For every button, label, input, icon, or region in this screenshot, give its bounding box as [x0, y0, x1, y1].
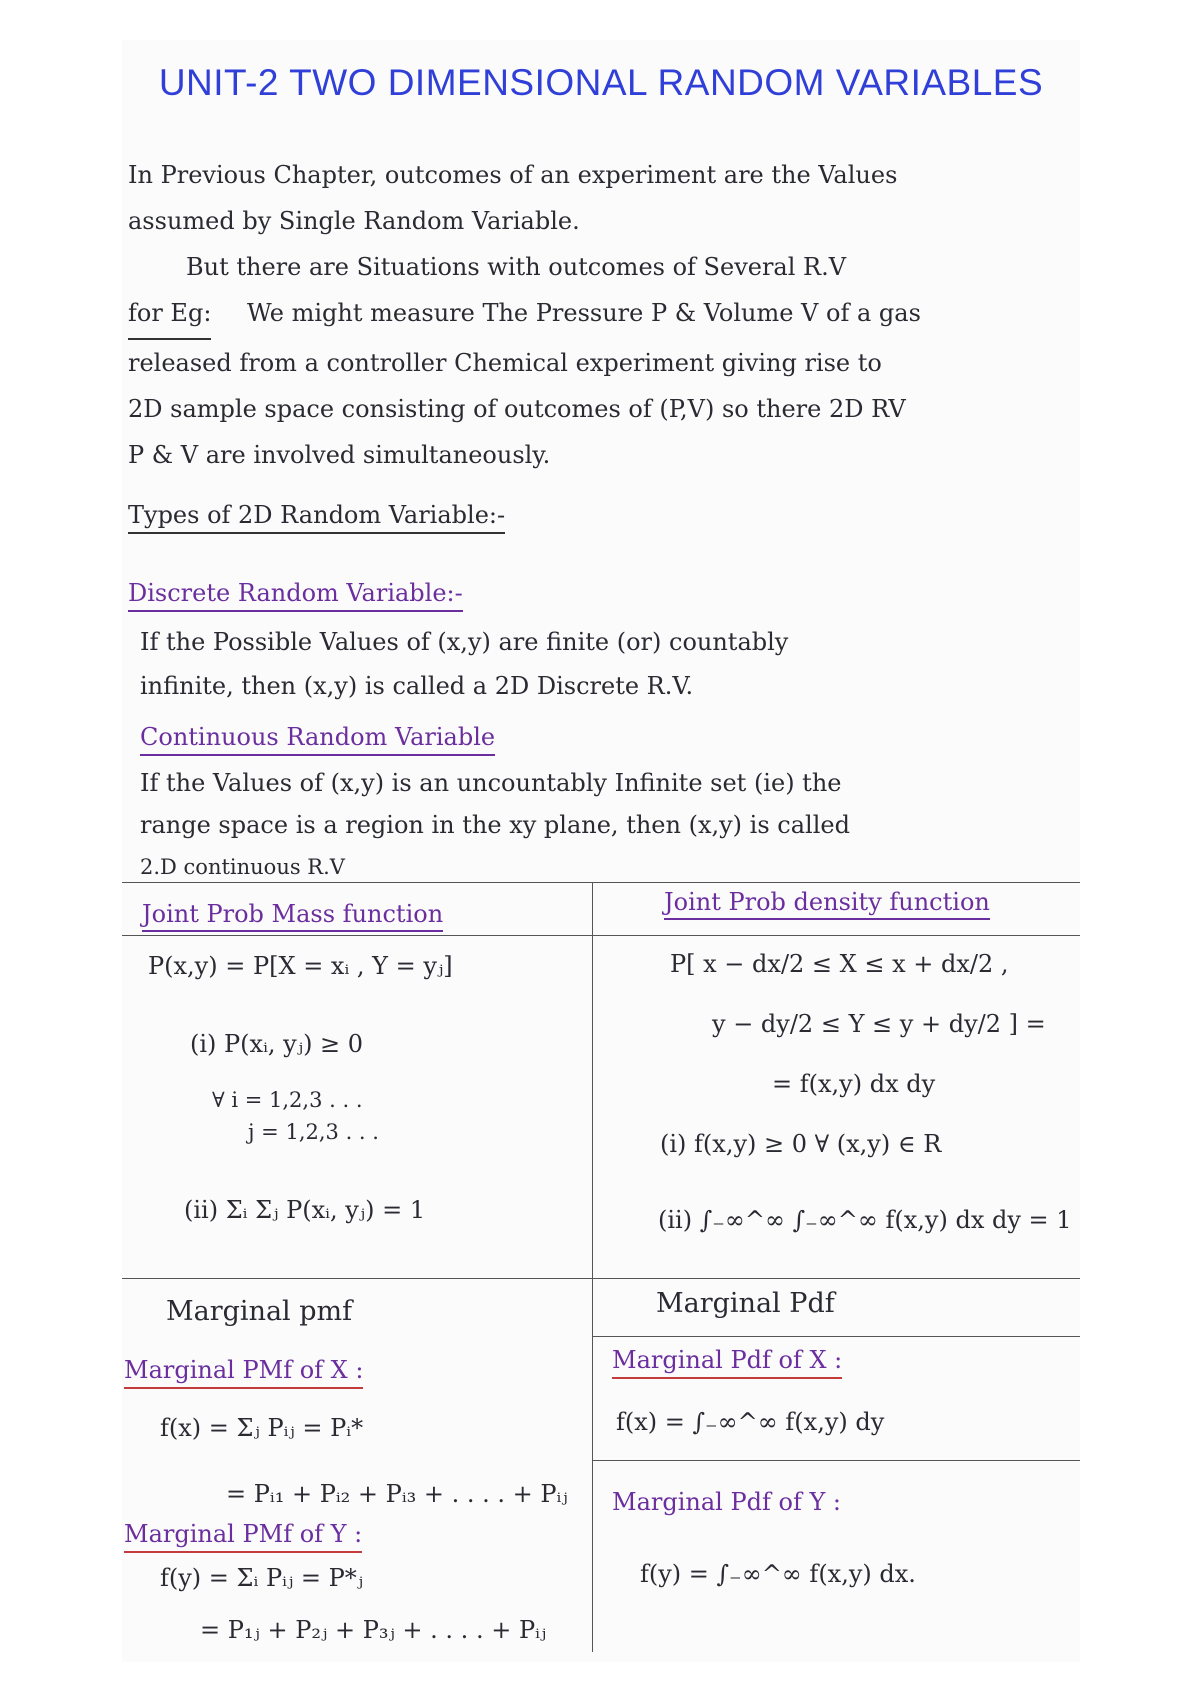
- joint-pmf-heading: Joint Prob Mass function: [142, 900, 443, 932]
- marginal-pdf-y-heading: Marginal Pdf of Y :: [612, 1488, 842, 1516]
- marginal-pmf-x-expansion: = Pᵢ₁ + Pᵢ₂ + Pᵢ₃ + . . . . + Pᵢⱼ: [226, 1480, 568, 1508]
- example-line: We might measure The Pressure P & Volume V of a gas: [247, 299, 921, 327]
- marginal-pdf-heading: Marginal Pdf: [656, 1288, 835, 1319]
- continuous-paragraph: [140, 762, 850, 888]
- discrete-heading: Discrete Random Variable:-: [128, 578, 463, 612]
- but-line: But there are Situations with outcomes of Several R.V: [186, 253, 847, 281]
- pmf-index-i: ∀ i = 1,2,3 . . .: [212, 1088, 363, 1112]
- continuous-line: range space is a region in the xy plane, then (x,y) is called: [140, 811, 850, 839]
- intro-paragraph: [128, 152, 897, 290]
- marginal-pmf-y-expansion: = P₁ⱼ + P₂ⱼ + P₃ⱼ + . . . . + Pᵢⱼ: [200, 1616, 547, 1644]
- types-heading: Types of 2D Random Variable:-: [128, 500, 505, 534]
- pdf-density-product: = f(x,y) dx dy: [772, 1070, 936, 1098]
- continuous-heading-wrap: [140, 722, 495, 756]
- table-top-rule: [122, 882, 1080, 883]
- page-title: UNIT-2 TWO DIMENSIONAL RANDOM VARIABLES: [158, 62, 1044, 103]
- joint-pmf-heading-wrap: [142, 900, 443, 932]
- pdf-split-rule: [592, 1460, 1080, 1461]
- pdf-header-rule: [592, 1336, 1080, 1337]
- marginal-pmf-x-heading: Marginal PMf of X :: [124, 1356, 363, 1389]
- table-header-rule: [122, 935, 1080, 936]
- pdf-condition-nonnegative: (i) f(x,y) ≥ 0 ∀ (x,y) ∈ R: [660, 1130, 942, 1158]
- discrete-paragraph: [140, 620, 788, 708]
- marginal-pmf-x-equation: f(x) = Σⱼ Pᵢⱼ = Pᵢ*: [160, 1414, 364, 1442]
- joint-pmf-definition: P(x,y) = P[X = xᵢ , Y = yⱼ]: [148, 952, 453, 980]
- marginal-pdf-x-equation: f(x) = ∫₋∞^∞ f(x,y) dy: [616, 1408, 885, 1436]
- table-mid-rule: [122, 1278, 1080, 1279]
- intro-line: In Previous Chapter, outcomes of an experiment are the Values: [128, 161, 898, 189]
- marginal-pmf-y-heading-wrap: [124, 1520, 362, 1548]
- joint-pdf-heading: Joint Prob density function: [664, 888, 990, 920]
- marginal-pmf-heading: Marginal pmf: [166, 1296, 353, 1327]
- pmf-index-j: j = 1,2,3 . . .: [248, 1120, 379, 1144]
- pdf-condition-integral: (ii) ∫₋∞^∞ ∫₋∞^∞ f(x,y) dx dy = 1: [658, 1206, 1072, 1234]
- example-label: for Eg:: [128, 290, 211, 340]
- types-heading-wrap: [128, 500, 505, 534]
- marginal-pmf-y-heading: Marginal PMf of Y :: [124, 1520, 362, 1553]
- pdf-prob-line-x: P[ x − dx/2 ≤ X ≤ x + dx/2 ,: [670, 950, 1009, 978]
- pmf-condition-nonnegative: (i) P(xᵢ, yⱼ) ≥ 0: [190, 1030, 364, 1058]
- intro-line: assumed by Single Random Variable.: [128, 207, 580, 235]
- example-line: 2D sample space consisting of outcomes of (P,V) so there 2D RV: [128, 395, 906, 423]
- discrete-heading-wrap: [128, 578, 463, 612]
- marginal-pmf-y-equation: f(y) = Σᵢ Pᵢⱼ = P*ⱼ: [160, 1564, 364, 1592]
- discrete-line: infinite, then (x,y) is called a 2D Discrete R.V.: [140, 672, 694, 700]
- continuous-line: If the Values of (x,y) is an uncountably Infinite set (ie) the: [140, 769, 842, 797]
- continuous-heading: Continuous Random Variable: [140, 722, 495, 756]
- example-paragraph: [128, 290, 921, 478]
- table-center-divider: [592, 882, 593, 1652]
- pdf-prob-line-y: y − dy/2 ≤ Y ≤ y + dy/2 ] =: [712, 1010, 1046, 1038]
- marginal-pdf-x-heading: Marginal Pdf of X :: [612, 1346, 842, 1379]
- example-line: P & V are involved simultaneously.: [128, 441, 551, 469]
- marginal-pdf-y-equation: f(y) = ∫₋∞^∞ f(x,y) dx.: [640, 1560, 916, 1588]
- marginal-pdf-x-heading-wrap: [612, 1346, 842, 1374]
- marginal-pmf-x-heading-wrap: [124, 1356, 363, 1384]
- pmf-condition-sum: (ii) Σᵢ Σⱼ P(xᵢ, yⱼ) = 1: [184, 1196, 426, 1224]
- continuous-line: 2.D continuous R.V: [140, 855, 345, 879]
- example-line: released from a controller Chemical experiment giving rise to: [128, 349, 882, 377]
- joint-pdf-heading-wrap: [664, 888, 990, 920]
- discrete-line: If the Possible Values of (x,y) are finite (or) countably: [140, 628, 789, 656]
